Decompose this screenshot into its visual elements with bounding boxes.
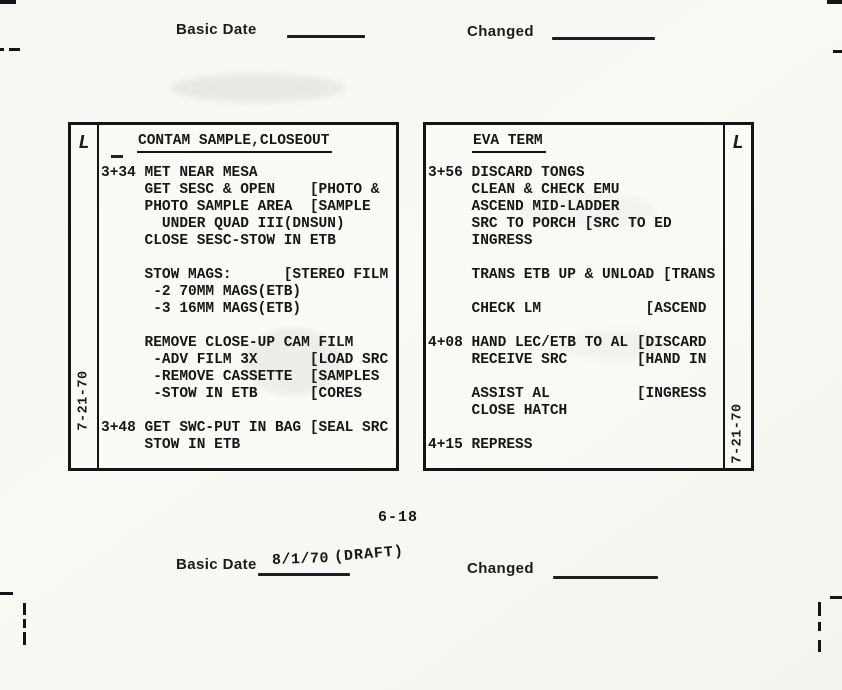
checklist-title: CONTAM SAMPLE,CLOSEOUT: [137, 133, 332, 153]
checklist-lines: [101, 165, 396, 454]
checklist-margin-column: [723, 125, 751, 468]
checklist-line: PHOTO SAMPLE AREA [SAMPLE: [101, 199, 371, 215]
registration-mark: [833, 50, 842, 53]
checklist-line: CLOSE SESC-STOW IN ETB: [101, 233, 336, 249]
registration-mark: [0, 48, 4, 51]
checklist-line: STOW MAGS: [STEREO FILM: [101, 267, 389, 283]
checklist-line: [428, 250, 723, 267]
checklist-line: 3+48 GET SWC-PUT IN BAG [SEAL SRC: [101, 420, 389, 436]
basic-date-underline-bottom: [258, 573, 350, 576]
checklist-line: [101, 403, 396, 420]
registration-mark: [23, 619, 26, 628]
checklist-panel-eva-term: [423, 122, 754, 471]
basic-date-blank-top: [287, 35, 365, 38]
checklist-title: EVA TERM: [472, 133, 546, 153]
checklist-panel-contam-sample-closeout: [68, 122, 399, 471]
registration-mark: [818, 622, 821, 631]
checklist-line: [428, 318, 723, 335]
registration-mark: [23, 603, 26, 615]
checklist-line: -ADV FILM 3X [LOAD SRC: [101, 352, 389, 368]
changed-label-bottom: Changed: [467, 560, 534, 577]
margin-date: 7-21-70: [76, 369, 92, 431]
checklist-line: 4+08 HAND LEC/ETB TO AL [DISCARD: [428, 335, 707, 351]
checklist-line: -2 70MM MAGS(ETB): [101, 284, 302, 300]
registration-mark: [9, 48, 20, 51]
checklist-line: UNDER QUAD III(DNSUN): [101, 216, 345, 232]
checklist-line: ASCEND MID-LADDER: [428, 199, 620, 215]
checklist-line: RECEIVE SRC [HAND IN: [428, 352, 707, 368]
checklist-content: [99, 125, 396, 468]
margin-letter: L: [78, 132, 90, 154]
registration-mark: [0, 0, 16, 4]
checklist-line: INGRESS: [428, 233, 533, 249]
margin-letter: L: [732, 132, 744, 154]
registration-mark: [0, 592, 13, 595]
checklist-line: STOW IN ETB: [101, 437, 241, 453]
scan-smudge: [170, 74, 345, 102]
checklist-line: CLEAN & CHECK EMU: [428, 182, 620, 198]
basic-date-label-bottom: Basic Date: [176, 556, 257, 573]
checklist-line: 4+15 REPRESS: [428, 437, 533, 453]
checklist-line: 3+34 MET NEAR MESA: [101, 165, 258, 181]
changed-blank-top: [552, 37, 655, 40]
registration-mark: [818, 640, 821, 652]
checklist-line: CHECK LM [ASCEND: [428, 301, 707, 317]
registration-mark: [23, 632, 26, 645]
checklist-line: -REMOVE CASSETTE [SAMPLES: [101, 369, 380, 385]
registration-mark: [827, 0, 842, 4]
checklist-line: [428, 420, 723, 437]
basic-date-value: 8/1/70: [271, 550, 330, 569]
draft-note: (DRAFT): [333, 542, 405, 567]
checklist-lines: [428, 165, 723, 454]
margin-date: 7-21-70: [730, 402, 746, 464]
checklist-line: ASSIST AL [INGRESS: [428, 386, 707, 402]
checklist-line: TRANS ETB UP & UNLOAD [TRANS: [428, 267, 716, 283]
checklist-line: CLOSE HATCH: [428, 403, 568, 419]
changed-blank-bottom: [553, 576, 658, 579]
changed-label-top: Changed: [467, 23, 534, 40]
checklist-line: SRC TO PORCH [SRC TO ED: [428, 216, 672, 232]
registration-mark: [818, 602, 821, 616]
page-number: 6-18: [378, 509, 419, 526]
checklist-line: REMOVE CLOSE-UP CAM FILM: [101, 335, 354, 351]
checklist-line: [101, 250, 396, 267]
checklist-line: -3 16MM MAGS(ETB): [101, 301, 302, 317]
checklist-content: [426, 125, 723, 468]
basic-date-label-top: Basic Date: [176, 21, 257, 38]
checklist-line: [428, 369, 723, 386]
stray-pen-mark: [111, 155, 123, 158]
checklist-line: -STOW IN ETB [CORES: [101, 386, 363, 402]
checklist-line: [101, 318, 396, 335]
registration-mark: [830, 596, 842, 599]
checklist-line: [428, 284, 723, 301]
checklist-margin-column: [71, 125, 99, 468]
checklist-line: 3+56 DISCARD TONGS: [428, 165, 585, 181]
checklist-line: GET SESC & OPEN [PHOTO &: [101, 182, 380, 198]
